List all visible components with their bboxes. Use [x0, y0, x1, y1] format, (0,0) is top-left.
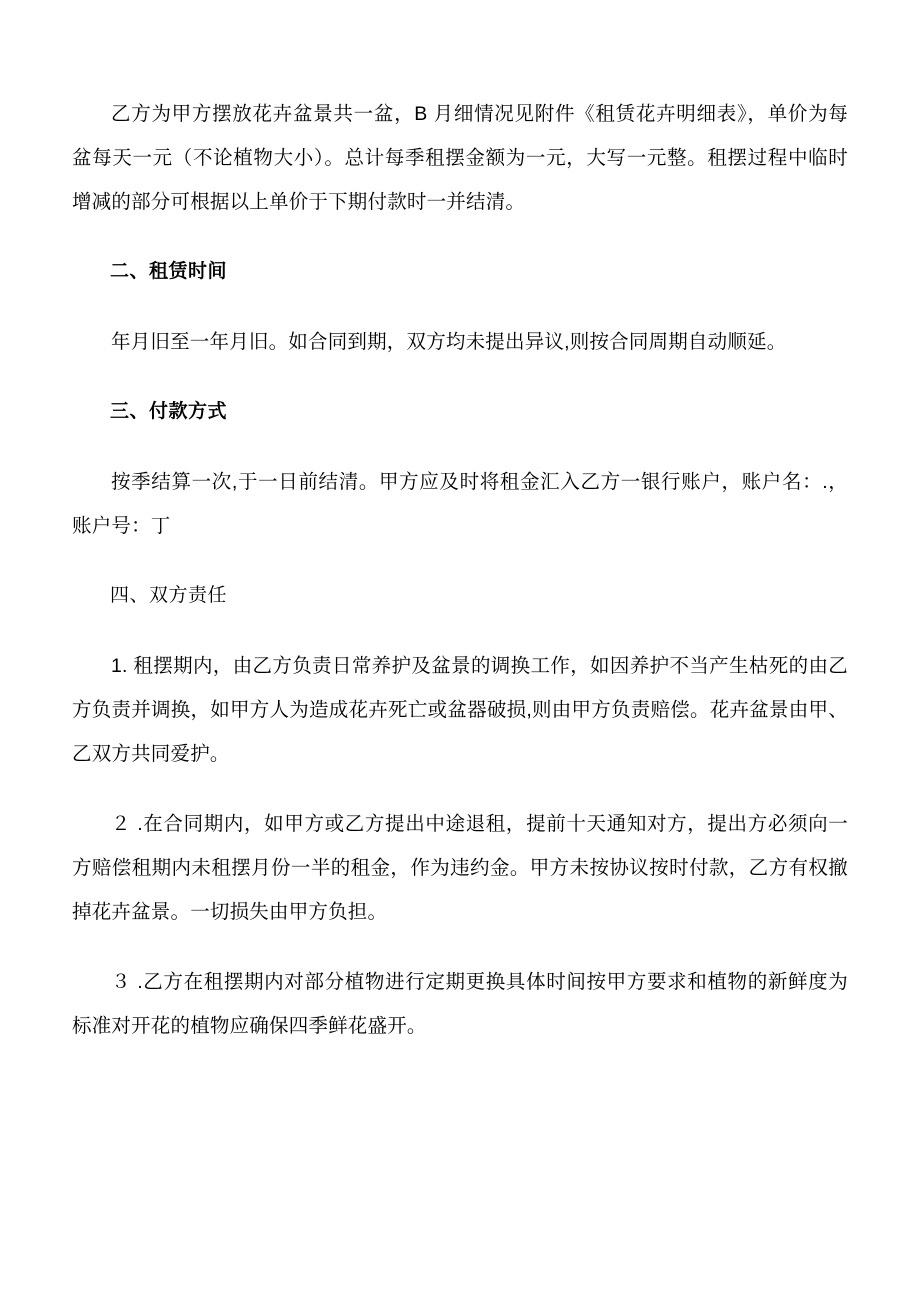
paragraph-clause-1-body: 乙方为甲方摆放花卉盆景共一盆，B 月细情况见附件《租赁花卉明细表》，单价为每盆每天一元（不论植物大小）。总计每季租摆金额为一元，大写一元整。租摆过程中临时增减的部分可根据以上单价于下期付款时一并结清。 — [72, 103, 848, 213]
heading-mutual-responsibilities: 四、双方责任 — [110, 585, 228, 606]
document-body — [72, 92, 848, 1048]
heading-payment-method: 三、付款方式 — [110, 401, 228, 422]
paragraph-clause-4-item-3: ３ .乙方在租摆期内对部分植物进行定期更换具体时间按甲方要求和植物的新鲜度为标准对开花的植物应确保四季鲜花盛开。 — [72, 971, 848, 1037]
paragraph-clause-4-item-1: 1. 租摆期内，由乙方负责日常养护及盆景的调换工作，如因养护不当产生枯死的由乙方负责并调换，如甲方人为造成花卉死亡或盆器破损,则由甲方负责赔偿。花卉盆景由甲、乙双方共同爱护。 — [72, 655, 848, 765]
heading-rental-period: 二、租赁时间 — [110, 261, 228, 282]
paragraph-clause-3-body: 按季结算一次,于一日前结清。甲方应及时将租金汇入乙方一银行账户，账户名：.，账户号：丁 — [72, 471, 848, 537]
paragraph-clause-2-body: 年月旧至一年月旧。如合同到期，双方均未提出异议,则按合同周期自动顺延。 — [111, 331, 787, 353]
paragraph-clause-4-item-2: ２ .在合同期内，如甲方或乙方提出中途退租，提前十天通知对方，提出方必须向一方赔偿租期内未租摆月份一半的租金，作为违约金。甲方未按协议按时付款，乙方有权撤掉花卉盆景。一切损失由甲方负担。 — [72, 813, 848, 923]
